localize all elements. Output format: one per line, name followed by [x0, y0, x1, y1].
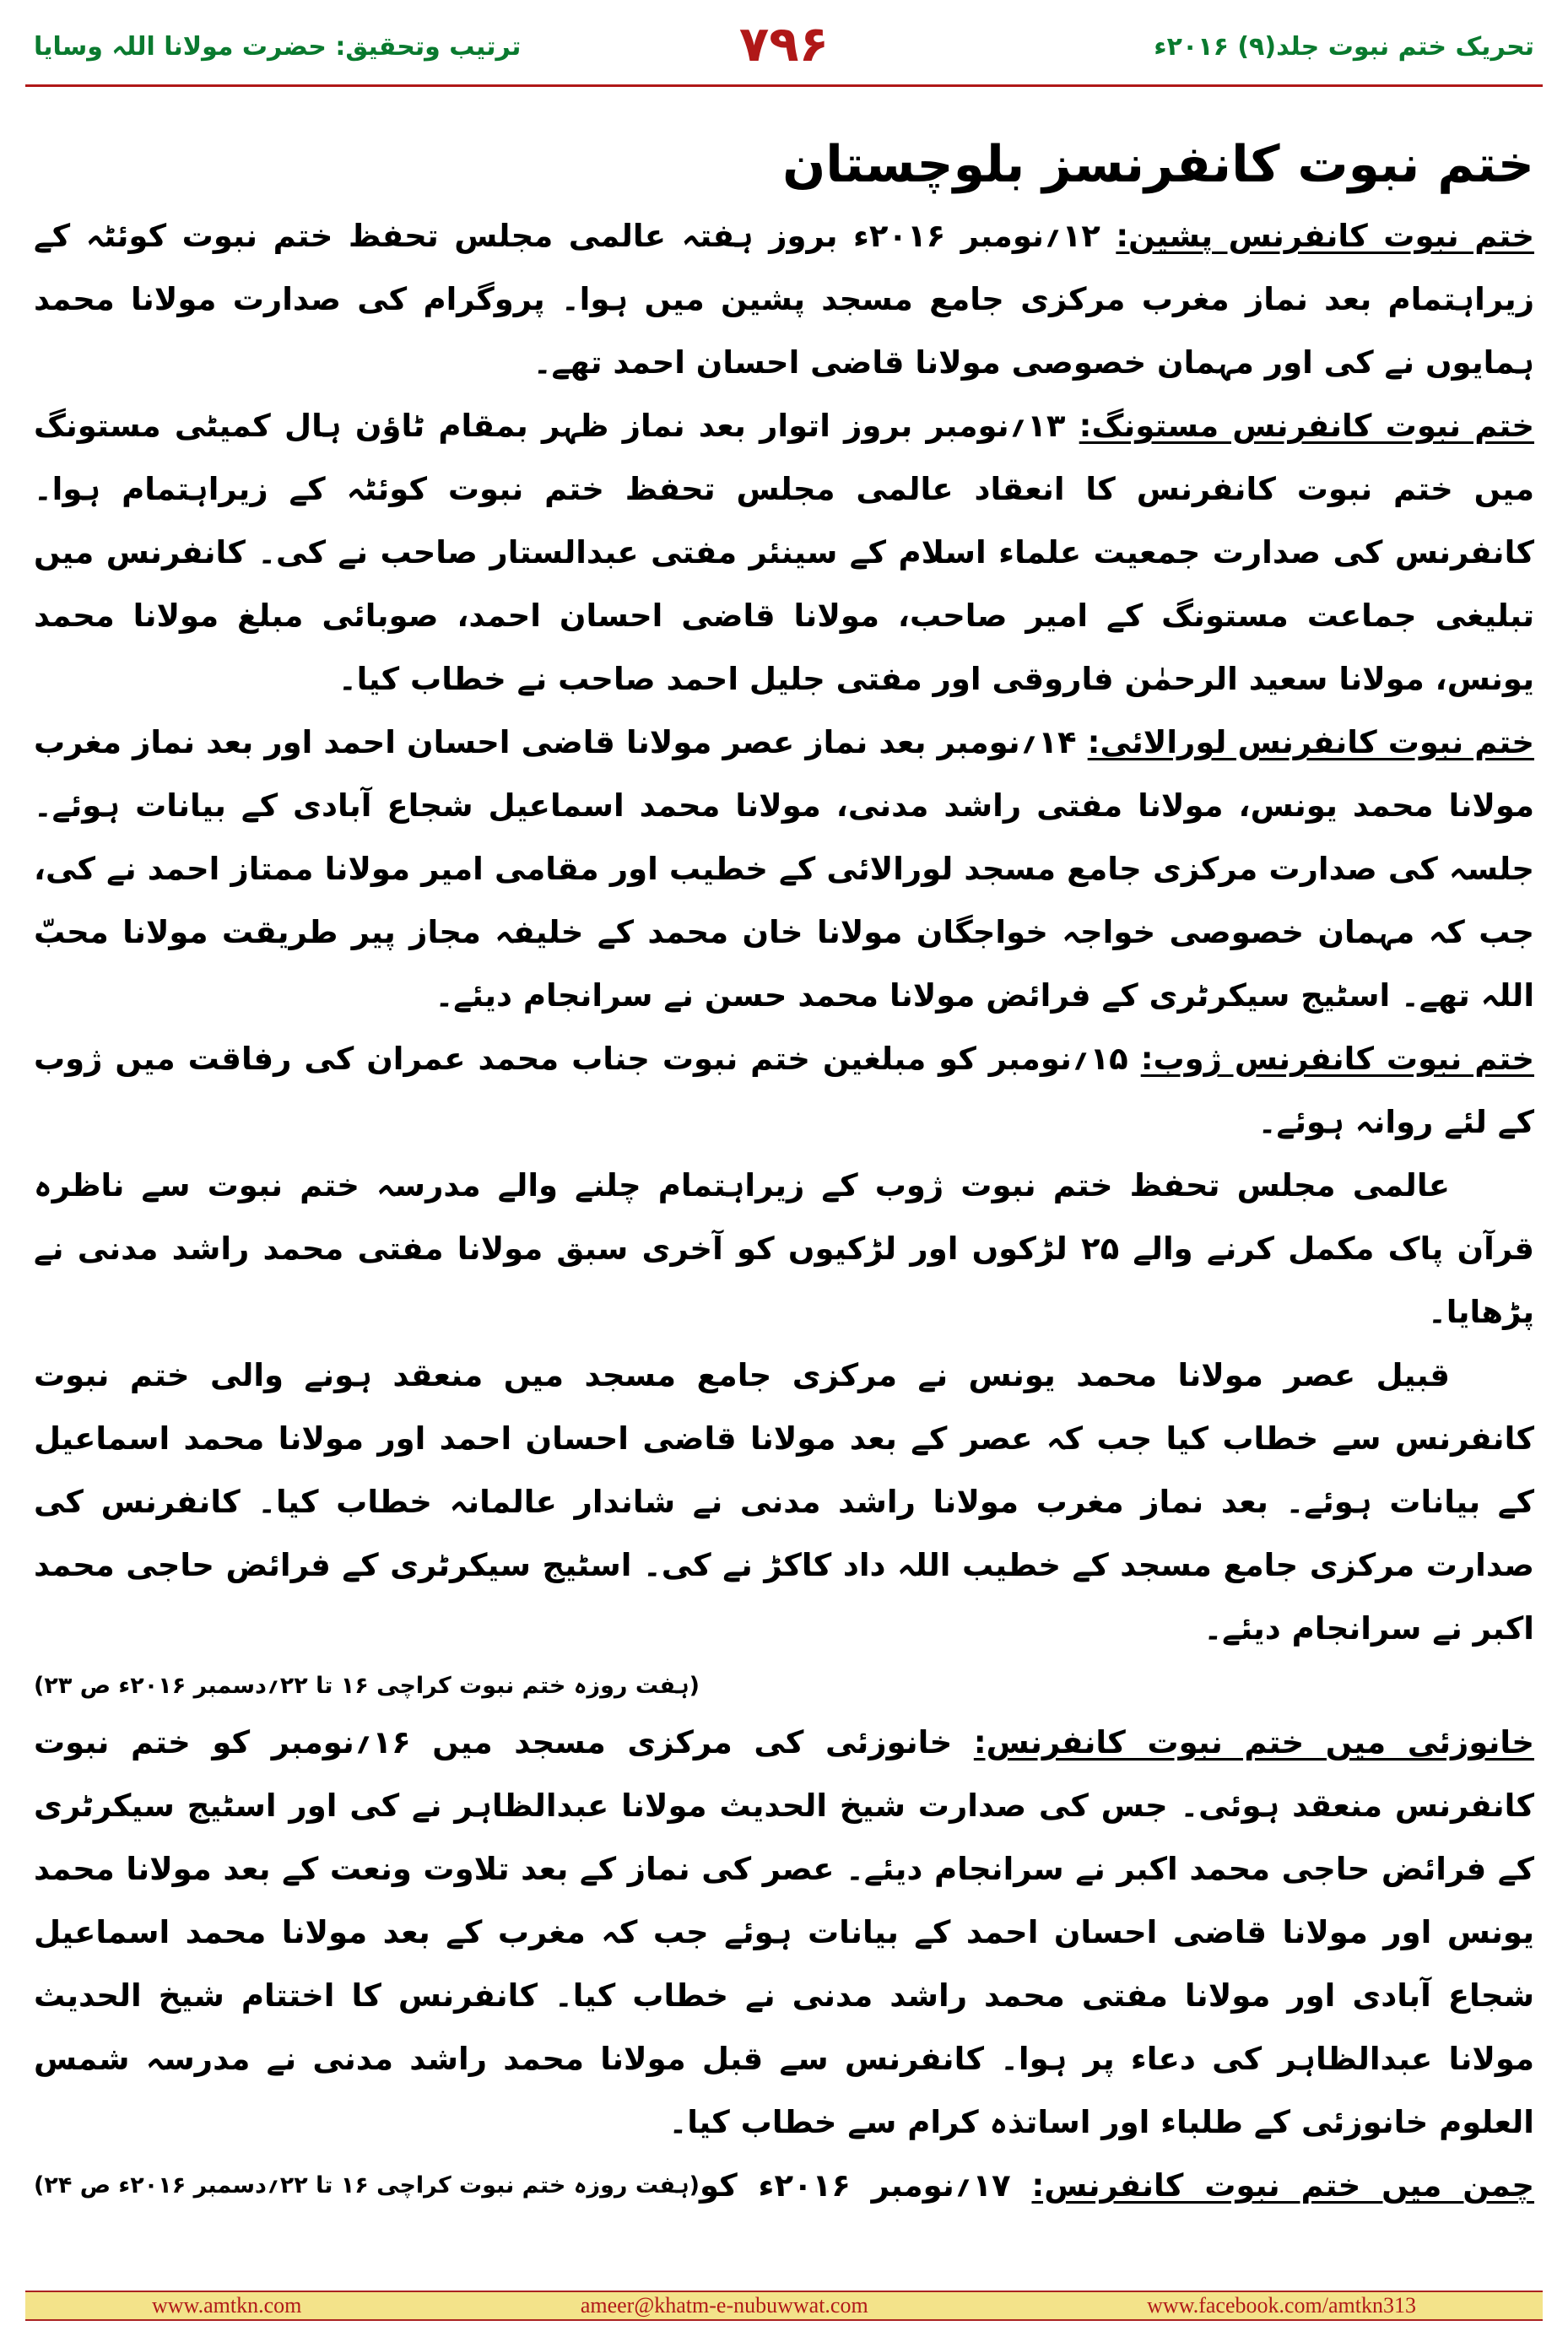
compiler-credit: ترتیب وتحقیق: حضرت مولانا اللہ وسایا	[34, 32, 522, 62]
page-title: ختم نبوت کانفرنسز بلوچستان	[782, 135, 1534, 194]
section-body: ۱۲؍نومبر ۲۰۱۶ء بروز ہفتہ عالمی مجلس تحفظ ختم نبوت کوئٹہ کے زیراہتمام بعد نماز مغرب مرکزی جامع مسجد پشین میں ہوا۔ پروگرام کی صدارت مولانا محمد ہمایوں نے کی اور مہمان خصوصی مولانا قاضی احسان احمد تھے۔	[34, 218, 1534, 381]
zhob-paragraph: قبیل عصر مولانا محمد یونس نے مرکزی جامع مسجد میں منعقد ہونے والی ختم نبوت کانفرنس سے خطاب کیا جب کہ عصر کے بعد مولانا قاضی احسان احمد اور مولانا محمد اسماعیل کے بیانات ہوئے۔ بعد نماز مغرب مولانا راشد مدنی نے شاندار عالمانہ خطاب کیا۔ کانفرنس کی صدارت مرکزی جامع مسجد کے خطیب اللہ داد کاکڑ نے کی۔ اسٹیج سیکرٹری کے فرائض حاجی محمد اکبر نے سرانجام دیئے۔	[34, 1357, 1534, 1647]
email-link[interactable]: ameer@khatm-e-nubuwwat.com	[580, 2293, 868, 2318]
page-content	[34, 127, 1534, 2220]
section-body: خانوزئی کی مرکزی مسجد میں ۱۶؍نومبر کو ختم نبوت کانفرنس منعقد ہوئی۔ جس کی صدارت شیخ الحدیث مولانا عبدالظاہر نے کی اور اسٹیج سیکرٹری کے فرائض حاجی محمد اکبر نے سرانجام دیئے۔ عصر کی نماز کے بعد تلاوت ونعت کے بعد مولانا محمد یونس اور مولانا قاضی احسان احمد کے بیانات ہوئے جب کہ مغرب کے بعد مولانا محمد اسماعیل شجاع آبادی اور مولانا مفتی محمد راشد مدنی نے خطاب کیا۔ کانفرنس کا اختتام شیخ الحدیث مولانا عبدالظاہر کی دعاء پر ہوا۔ کانفرنس سے قبل مولانا محمد راشد مدنی نے مدرسہ شمس العلوم خانوزئی کے طلباء اور اساتذہ کرام سے خطاب کیا۔	[34, 1724, 1534, 2140]
book-title: تحریک ختم نبوت جلد(۹) ۲۰۱۶ء	[1154, 32, 1534, 62]
section-pishin	[34, 204, 1534, 394]
section-body: ۱۴؍نومبر بعد نماز عصر مولانا قاضی احسان احمد اور بعد نماز مغرب مولانا محمد یونس، مولانا مفتی راشد مدنی، مولانا محمد اسماعیل شجاع آبادی کے بیانات ہوئے۔ جلسہ کی صدارت مرکزی جامع مسجد لورالائی کے خطیب اور مقامی امیر مولانا ممتاز احمد نے کی، جب کہ مہمان خصوصی خواجہ خواجگان مولانا خان محمد کے خلیفہ مجاز پیر طریقت مولانا محبّ اللہ تھے۔ اسٹیج سیکرٹری کے فرائض مولانا محمد حسن نے سرانجام دیئے۔	[34, 724, 1534, 1014]
section-body: ۱۷؍نومبر ۲۰۱۶ء کو	[700, 2167, 1011, 2204]
section-heading: ختم نبوت کانفرنس مستونگ:	[1079, 408, 1534, 444]
facebook-link[interactable]: www.facebook.com/amtkn313	[1147, 2293, 1416, 2318]
zhob-paragraph: عالمی مجلس تحفظ ختم نبوت ژوب کے زیراہتمام چلنے والے مدرسہ ختم نبوت سے ناظرہ قرآن پاک مکمل کرنے والے ۲۵ لڑکوں اور لڑکیوں کو آخری سبق مولانا مفتی محمد راشد مدنی نے پڑھایا۔	[34, 1167, 1534, 1330]
section-heading: ختم نبوت کانفرنس لورالائی:	[1087, 724, 1534, 760]
website-link[interactable]: www.amtkn.com	[152, 2293, 302, 2318]
reference-citation: (ہفت روزہ ختم نبوت کراچی ۱۶ تا ۲۲؍دسمبر ۲۰۱۶ء ص ۲۴)	[34, 2172, 700, 2199]
section-heading: خانوزئی میں ختم نبوت کانفرنس:	[973, 1724, 1534, 1761]
section-body: ۱۳؍نومبر بروز اتوار بعد نماز ظہر بمقام ٹاؤن ہال کمیٹی مستونگ میں ختم نبوت کانفرنس کا انعقاد عالمی مجلس تحفظ ختم نبوت کوئٹہ کے زیراہتمام ہوا۔ کانفرنس کی صدارت جمعیت علماء اسلام کے سینئر مفتی عبدالستار صاحب نے کی۔ کانفرنس میں تبلیغی جماعت مستونگ کے امیر صاحب، مولانا قاضی احسان احمد، صوبائی مبلغ مولانا محمد یونس، مولانا سعید الرحمٰن فاروقی اور مفتی جلیل احمد صاحب نے خطاب کیا۔	[34, 408, 1534, 697]
section-heading: ختم نبوت کانفرنس ژوب:	[1140, 1041, 1534, 1077]
page-header	[0, 0, 1568, 84]
section-body: ۱۵؍نومبر کو مبلغین ختم نبوت جناب محمد عمران کی رفاقت میں ژوب کے لئے روانہ ہوئے۔	[34, 1041, 1534, 1140]
header-divider	[25, 84, 1543, 87]
page-footer	[25, 2291, 1543, 2321]
page-number: ۷۹۶	[738, 15, 830, 73]
section-loralai	[34, 711, 1534, 1027]
section-mastung	[34, 394, 1534, 711]
section-heading: چمن میں ختم نبوت کانفرنس:	[1031, 2167, 1534, 2204]
reference-citation: (ہفت روزہ ختم نبوت کراچی ۱۶ تا ۲۲؍دسمبر ۲۰۱۶ء ص ۲۳)	[34, 1673, 700, 1699]
section-heading: ختم نبوت کانفرنس پشین:	[1116, 218, 1534, 254]
section-zhob	[34, 1027, 1534, 1154]
